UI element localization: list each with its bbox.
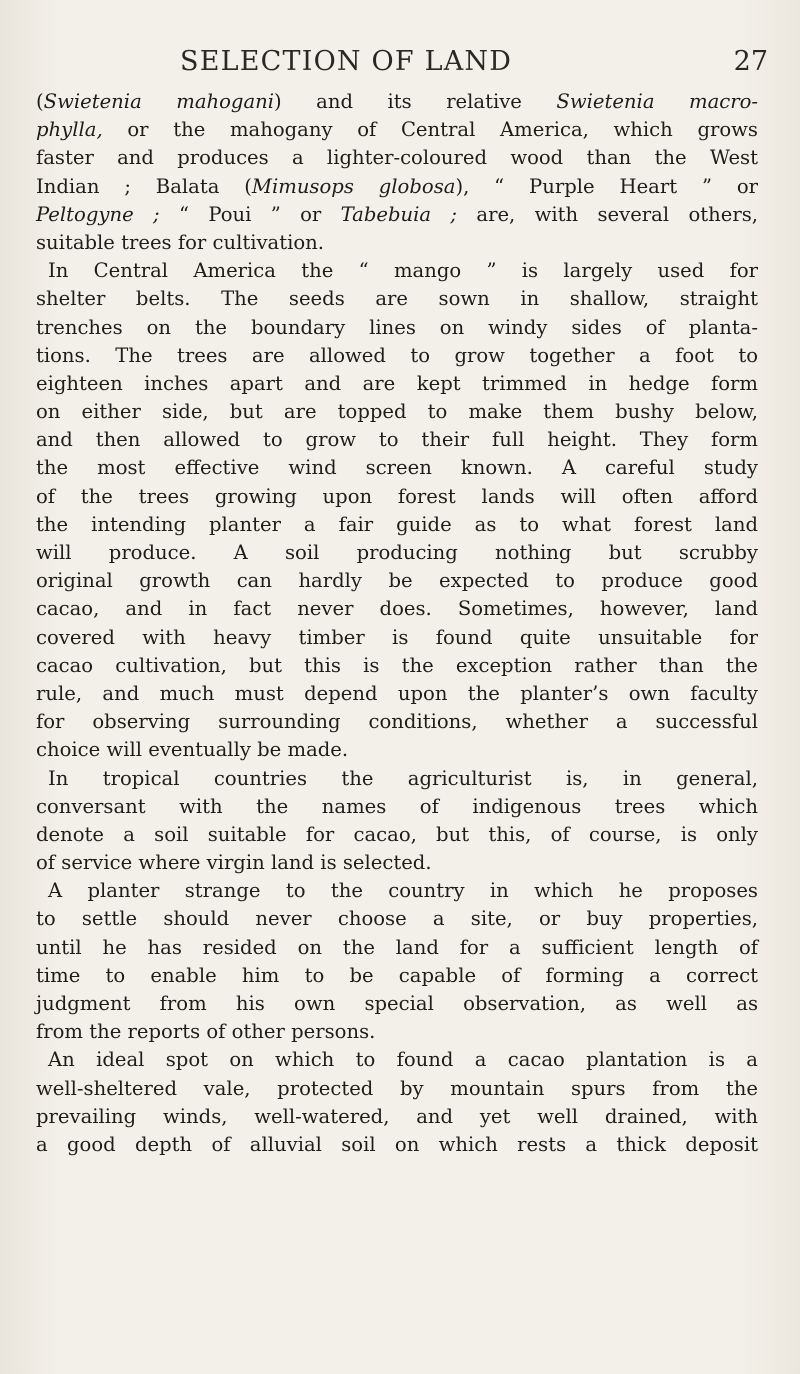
text-line: of the trees growing upon forest lands will often afford (36, 484, 758, 508)
text-line: judgment from his own special observation, as well as (36, 992, 758, 1015)
text-line: time to enable him to be capable of forming a correct (36, 963, 758, 987)
text-line: tions. The trees are allowed to grow together a foot to (36, 343, 758, 367)
text-line: the intending planter a fair guide as to what forest land (36, 512, 758, 536)
text-line: cacao, and in fact never does. Sometimes, however, land (36, 597, 758, 621)
text-line: choice will eventually be made. (36, 738, 349, 762)
text-line: trenches on the boundary lines on windy sides of planta- (36, 315, 758, 339)
text-line: Peltogyne ; “ Poui ” or Tabebuia ; are, with several others, (36, 202, 758, 226)
text-line: A planter strange to the country in which he proposes (48, 879, 758, 903)
text-line: original growth can hardly be expected to produce good (36, 569, 758, 593)
text-line: suitable trees for cultivation. (36, 230, 325, 254)
text-line: covered with heavy timber is found quite unsuitable for (36, 625, 758, 649)
text-line: a good depth of alluvial soil on which rests a thick deposit (36, 1132, 758, 1156)
text-line: will produce. A soil producing nothing but scrubby (36, 541, 758, 564)
page-number: 27 (733, 46, 768, 77)
text-line: of service where virgin land is selected. (36, 851, 432, 875)
text-line: (Swietenia mahogani) and its relative Swietenia macro- (36, 90, 759, 113)
running-head: SELECTION OF LAND (180, 46, 513, 77)
text-line: In Central America the “ mango ” is largely used for (48, 259, 758, 283)
text-line: to settle should never choose a site, or buy properties, (36, 907, 758, 931)
text-line: the most effective wind screen known. A careful study (36, 456, 758, 480)
text-line: for observing surrounding conditions, whether a successful (36, 710, 758, 734)
text-line: phylla, or the mahogany of Central America, which grows (36, 118, 758, 142)
text-line: prevailing winds, well-watered, and yet well drained, with (36, 1104, 758, 1128)
text-line: faster and produces a lighter-coloured wood than the West (36, 146, 758, 170)
text-line: well-sheltered vale, protected by mountain spurs from the (36, 1076, 758, 1100)
text-line: until he has resided on the land for a sufficient length of (36, 935, 758, 959)
text-line: shelter belts. The seeds are sown in shallow, straight (36, 287, 758, 311)
text-line: cacao cultivation, but this is the exception rather than the (36, 653, 758, 677)
text-line: In tropical countries the agriculturist is, in general, (48, 766, 758, 790)
text-line: from the reports of other persons. (36, 1020, 376, 1044)
page-header (86, 46, 768, 82)
text-line: Indian ; Balata (Mimusops globosa), “ Purple Heart ” or (36, 174, 759, 198)
text-line: and then allowed to grow to their full height. They form (36, 428, 758, 452)
text-line: rule, and much must depend upon the planter’s own faculty (36, 681, 758, 705)
body-text (36, 88, 758, 1159)
text-line: denote a soil suitable for cacao, but this, of course, is only (36, 822, 758, 846)
text-line: eighteen inches apart and are kept trimmed in hedge form (36, 371, 758, 395)
text-line: conversant with the names of indigenous trees which (36, 794, 758, 818)
text-line: An ideal spot on which to found a cacao plantation is a (48, 1048, 758, 1072)
text-line: on either side, but are topped to make them bushy below, (36, 400, 758, 424)
